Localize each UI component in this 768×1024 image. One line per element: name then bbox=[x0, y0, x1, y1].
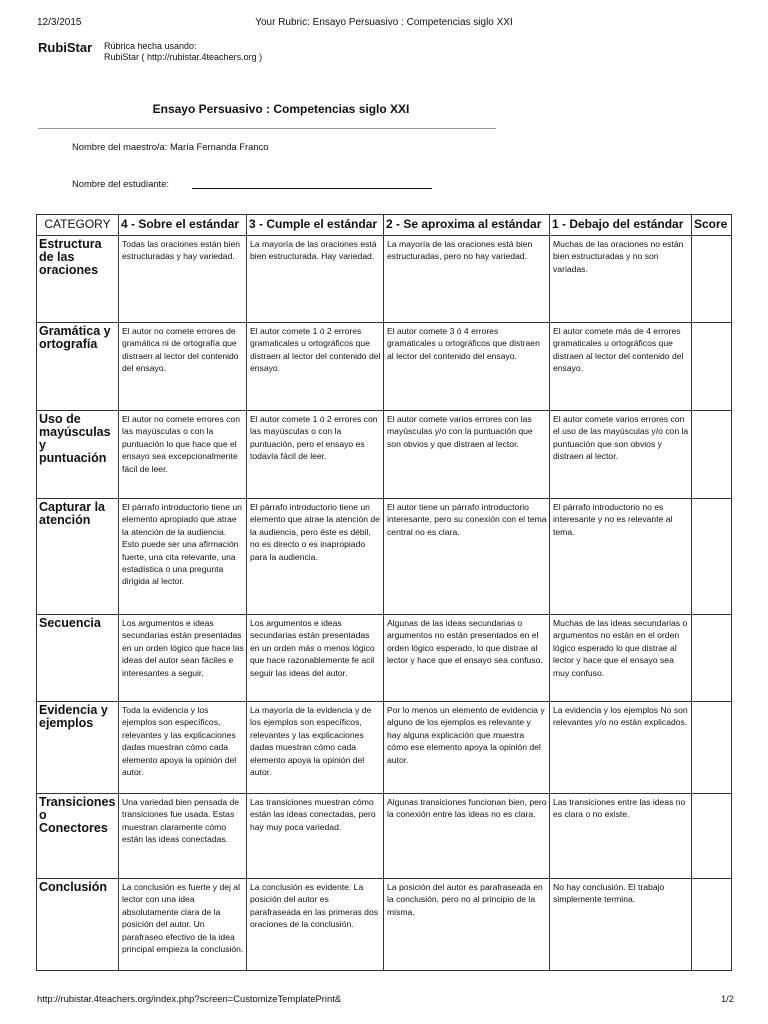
cell-level-3: Las transiciones muestran cómo están las ideas conectadas, pero hay muy poca variedad. bbox=[247, 794, 384, 879]
table-row bbox=[37, 499, 732, 615]
table-row bbox=[37, 615, 732, 702]
score-cell[interactable] bbox=[692, 794, 732, 879]
student-name-field[interactable] bbox=[192, 188, 432, 189]
cell-level-2: Por lo menos un elemento de evidencia y alguno de los ejemplos es relevante y hay alguna explicación que muestra cómo ese elemento apoya la opinión del autor. bbox=[384, 702, 550, 794]
cell-level-4: Toda la evidencia y los ejemplos son específicos, relevantes y las explicaciones dadas muestran cómo cada elemento apoya la opinión del autor. bbox=[119, 702, 247, 794]
table-row bbox=[37, 411, 732, 499]
row-category: Conclusión bbox=[37, 879, 119, 971]
score-cell[interactable] bbox=[692, 323, 732, 411]
cell-level-2: El autor comete varios errores con las mayúsculas y/o con la puntuación que son obvios y que distraen al lector. bbox=[384, 411, 550, 499]
score-cell[interactable] bbox=[692, 236, 732, 323]
cell-level-1: El autor comete más de 4 errores gramaticales u ortográficos que distraen al lector del contenido del ensayo. bbox=[550, 323, 692, 411]
print-header bbox=[0, 17, 768, 31]
header-level-4: 4 - Sobre el estándar bbox=[119, 215, 247, 236]
score-cell[interactable] bbox=[692, 411, 732, 499]
cell-level-4: El párrafo introductorio tiene un elemento apropiado que atrae la atención de la audiencia. Esto puede ser una afirmación fuerte, una cita relevante, una estadística o una pregunta dirigida al lector. bbox=[119, 499, 247, 615]
rubric-header-row bbox=[37, 215, 732, 236]
student-label: Nombre del estudiante: bbox=[72, 178, 169, 189]
brand-logo: RubiStar bbox=[38, 40, 93, 55]
cell-level-3: La conclusión es evidente. La posición del autor es parafraseada en las primeras dos oraciones de la conclusión. bbox=[247, 879, 384, 971]
page-number: 1/2 bbox=[720, 993, 734, 1004]
cell-level-2: Algunas de las ideas secundarias o argumentos no están presentados en el orden lógico esperado, lo que distrae al lector y hace que el ensayo sea confuso. bbox=[384, 615, 550, 702]
table-row bbox=[37, 794, 732, 879]
row-category: Estructura de las oraciones bbox=[37, 236, 119, 323]
cell-level-1: No hay conclusión. El trabajo simplemente termina. bbox=[550, 879, 692, 971]
cell-level-1: Muchas de las ideas secundarias o argumentos no están en el orden lógico esperado lo que distrae al lector y hace que el ensayo sea muy confuso. bbox=[550, 615, 692, 702]
cell-level-4: La conclusión es fuerte y dej al lector con una idea absolutamente clara de la posición del autor. Un parafraseo efectivo de la idea principal empieza la conclusión. bbox=[119, 879, 247, 971]
row-category: Secuencia bbox=[37, 615, 119, 702]
cell-level-2: El autor tiene un párrafo introductorio interesante, pero su conexión con el tema central no es clara. bbox=[384, 499, 550, 615]
cell-level-4: El autor no comete errores con las mayúsculas o con la puntuación lo que hace que el ensayo sea excepcionalmente fácil de leer. bbox=[119, 411, 247, 499]
student-row bbox=[72, 178, 169, 189]
cell-level-4: Una variedad bien pensada de transiciones fue usada. Estas muestran claramente cómo están las ideas conectadas. bbox=[119, 794, 247, 879]
footer-url[interactable]: http://rubistar.4teachers.org/index.php?screen=CustomizeTemplatePrint& bbox=[37, 993, 342, 1004]
table-row bbox=[37, 702, 732, 794]
cell-level-1: Muchas de las oraciones no están bien estructuradas y no son variadas. bbox=[550, 236, 692, 323]
header-level-1: 1 - Debajo del estándar bbox=[550, 215, 692, 236]
cell-level-3: El autor comete 1 ó 2 errores gramaticales u ortográficos que distraen al lector del contenido del ensayo. bbox=[247, 323, 384, 411]
score-cell[interactable] bbox=[692, 702, 732, 794]
print-page-title: Your Rubric: Ensayo Persuasivo : Competencias siglo XXI bbox=[255, 17, 513, 28]
cell-level-4: Los argumentos e ideas secundarias están presentadas en un orden lógico que hace las ideas del autor sean fáciles e interesantes a seguir. bbox=[119, 615, 247, 702]
cell-level-2: El autor comete 3 ó 4 errores gramaticales u ortográficos que distraen al lector del contenido del ensayo. bbox=[384, 323, 550, 411]
brand-note-line: Rúbrica hecha usando: bbox=[104, 41, 197, 51]
row-category: Evidencia y ejemplos bbox=[37, 702, 119, 794]
brand-url[interactable]: RubiStar ( http://rubistar.4teachers.org ) bbox=[104, 52, 263, 62]
cell-level-4: El autor no comete errores de gramática ni de ortografía que distraen al lector del contenido del ensayo. bbox=[119, 323, 247, 411]
row-category: Gramática y ortografía bbox=[37, 323, 119, 411]
header-level-2: 2 - Se aproxima al estándar bbox=[384, 215, 550, 236]
rubric-table bbox=[36, 214, 732, 971]
print-date: 12/3/2015 bbox=[37, 17, 82, 28]
cell-level-3: La mayoría de la evidencia y de los ejemplos son específicos, relevantes y las explicaciones dadas muestran cómo cada elemento apoya la opinión del autor. bbox=[247, 702, 384, 794]
cell-level-1: El párrafo introductorio no es interesante y no es relevante al tema. bbox=[550, 499, 692, 615]
score-cell[interactable] bbox=[692, 879, 732, 971]
row-category: Capturar la atención bbox=[37, 499, 119, 615]
cell-level-3: Los argumentos e ideas secundarias están presentadas en un orden más o menos lógico que hace razonablemente fe acil seguir las ideas del autor. bbox=[247, 615, 384, 702]
cell-level-2: Algunas transiciones funcionan bien, pero la conexión entre las ideas no es clara. bbox=[384, 794, 550, 879]
cell-level-1: El autor comete varios errores con el uso de las mayúsculas y/o con la puntuación que son obvios y distraen al lector. bbox=[550, 411, 692, 499]
cell-level-3: El autor comete 1 ó 2 errores con las mayúsculas o con la puntuación, pero el ensayo es todavía fácil de leer. bbox=[247, 411, 384, 499]
cell-level-1: La evidencia y los ejemplos No son relevantes y/o no están explicados. bbox=[550, 702, 692, 794]
cell-level-4: Todas las oraciones están bien estructuradas y hay variedad. bbox=[119, 236, 247, 323]
cell-level-2: La posición del autor es parafraseada en la conclusión, pero no al principio de la misma. bbox=[384, 879, 550, 971]
table-row bbox=[37, 236, 732, 323]
cell-level-3: El párrafo introductorio tiene un elemento que atrae la atención de la audiencia, pero éste es débil, no es directo o es inapropiado para la audiencia. bbox=[247, 499, 384, 615]
score-cell[interactable] bbox=[692, 499, 732, 615]
title-divider bbox=[38, 128, 496, 129]
table-row bbox=[37, 323, 732, 411]
cell-level-1: Las transiciones entre las ideas no es clara o no existe. bbox=[550, 794, 692, 879]
cell-level-2: La mayoría de las oraciones está bien estructuradas, pero no hay variedad. bbox=[384, 236, 550, 323]
header-category: CATEGORY bbox=[37, 215, 119, 236]
teacher-name: María Fernanda Franco bbox=[169, 141, 269, 152]
brand-note bbox=[104, 41, 262, 63]
print-footer bbox=[0, 993, 768, 1007]
teacher-label: Nombre del maestro/a: bbox=[72, 141, 168, 152]
row-category: Transiciones o Conectores bbox=[37, 794, 119, 879]
table-row bbox=[37, 879, 732, 971]
header-score: Score bbox=[692, 215, 732, 236]
header-level-3: 3 - Cumple el estándar bbox=[247, 215, 384, 236]
document-title: Ensayo Persuasivo : Competencias siglo XXI bbox=[152, 102, 410, 116]
teacher-row bbox=[72, 141, 268, 152]
row-category: Uso de mayúsculas y puntuación bbox=[37, 411, 119, 499]
score-cell[interactable] bbox=[692, 615, 732, 702]
cell-level-3: La mayoría de las oraciones está bien estructurada. Hay variedad. bbox=[247, 236, 384, 323]
